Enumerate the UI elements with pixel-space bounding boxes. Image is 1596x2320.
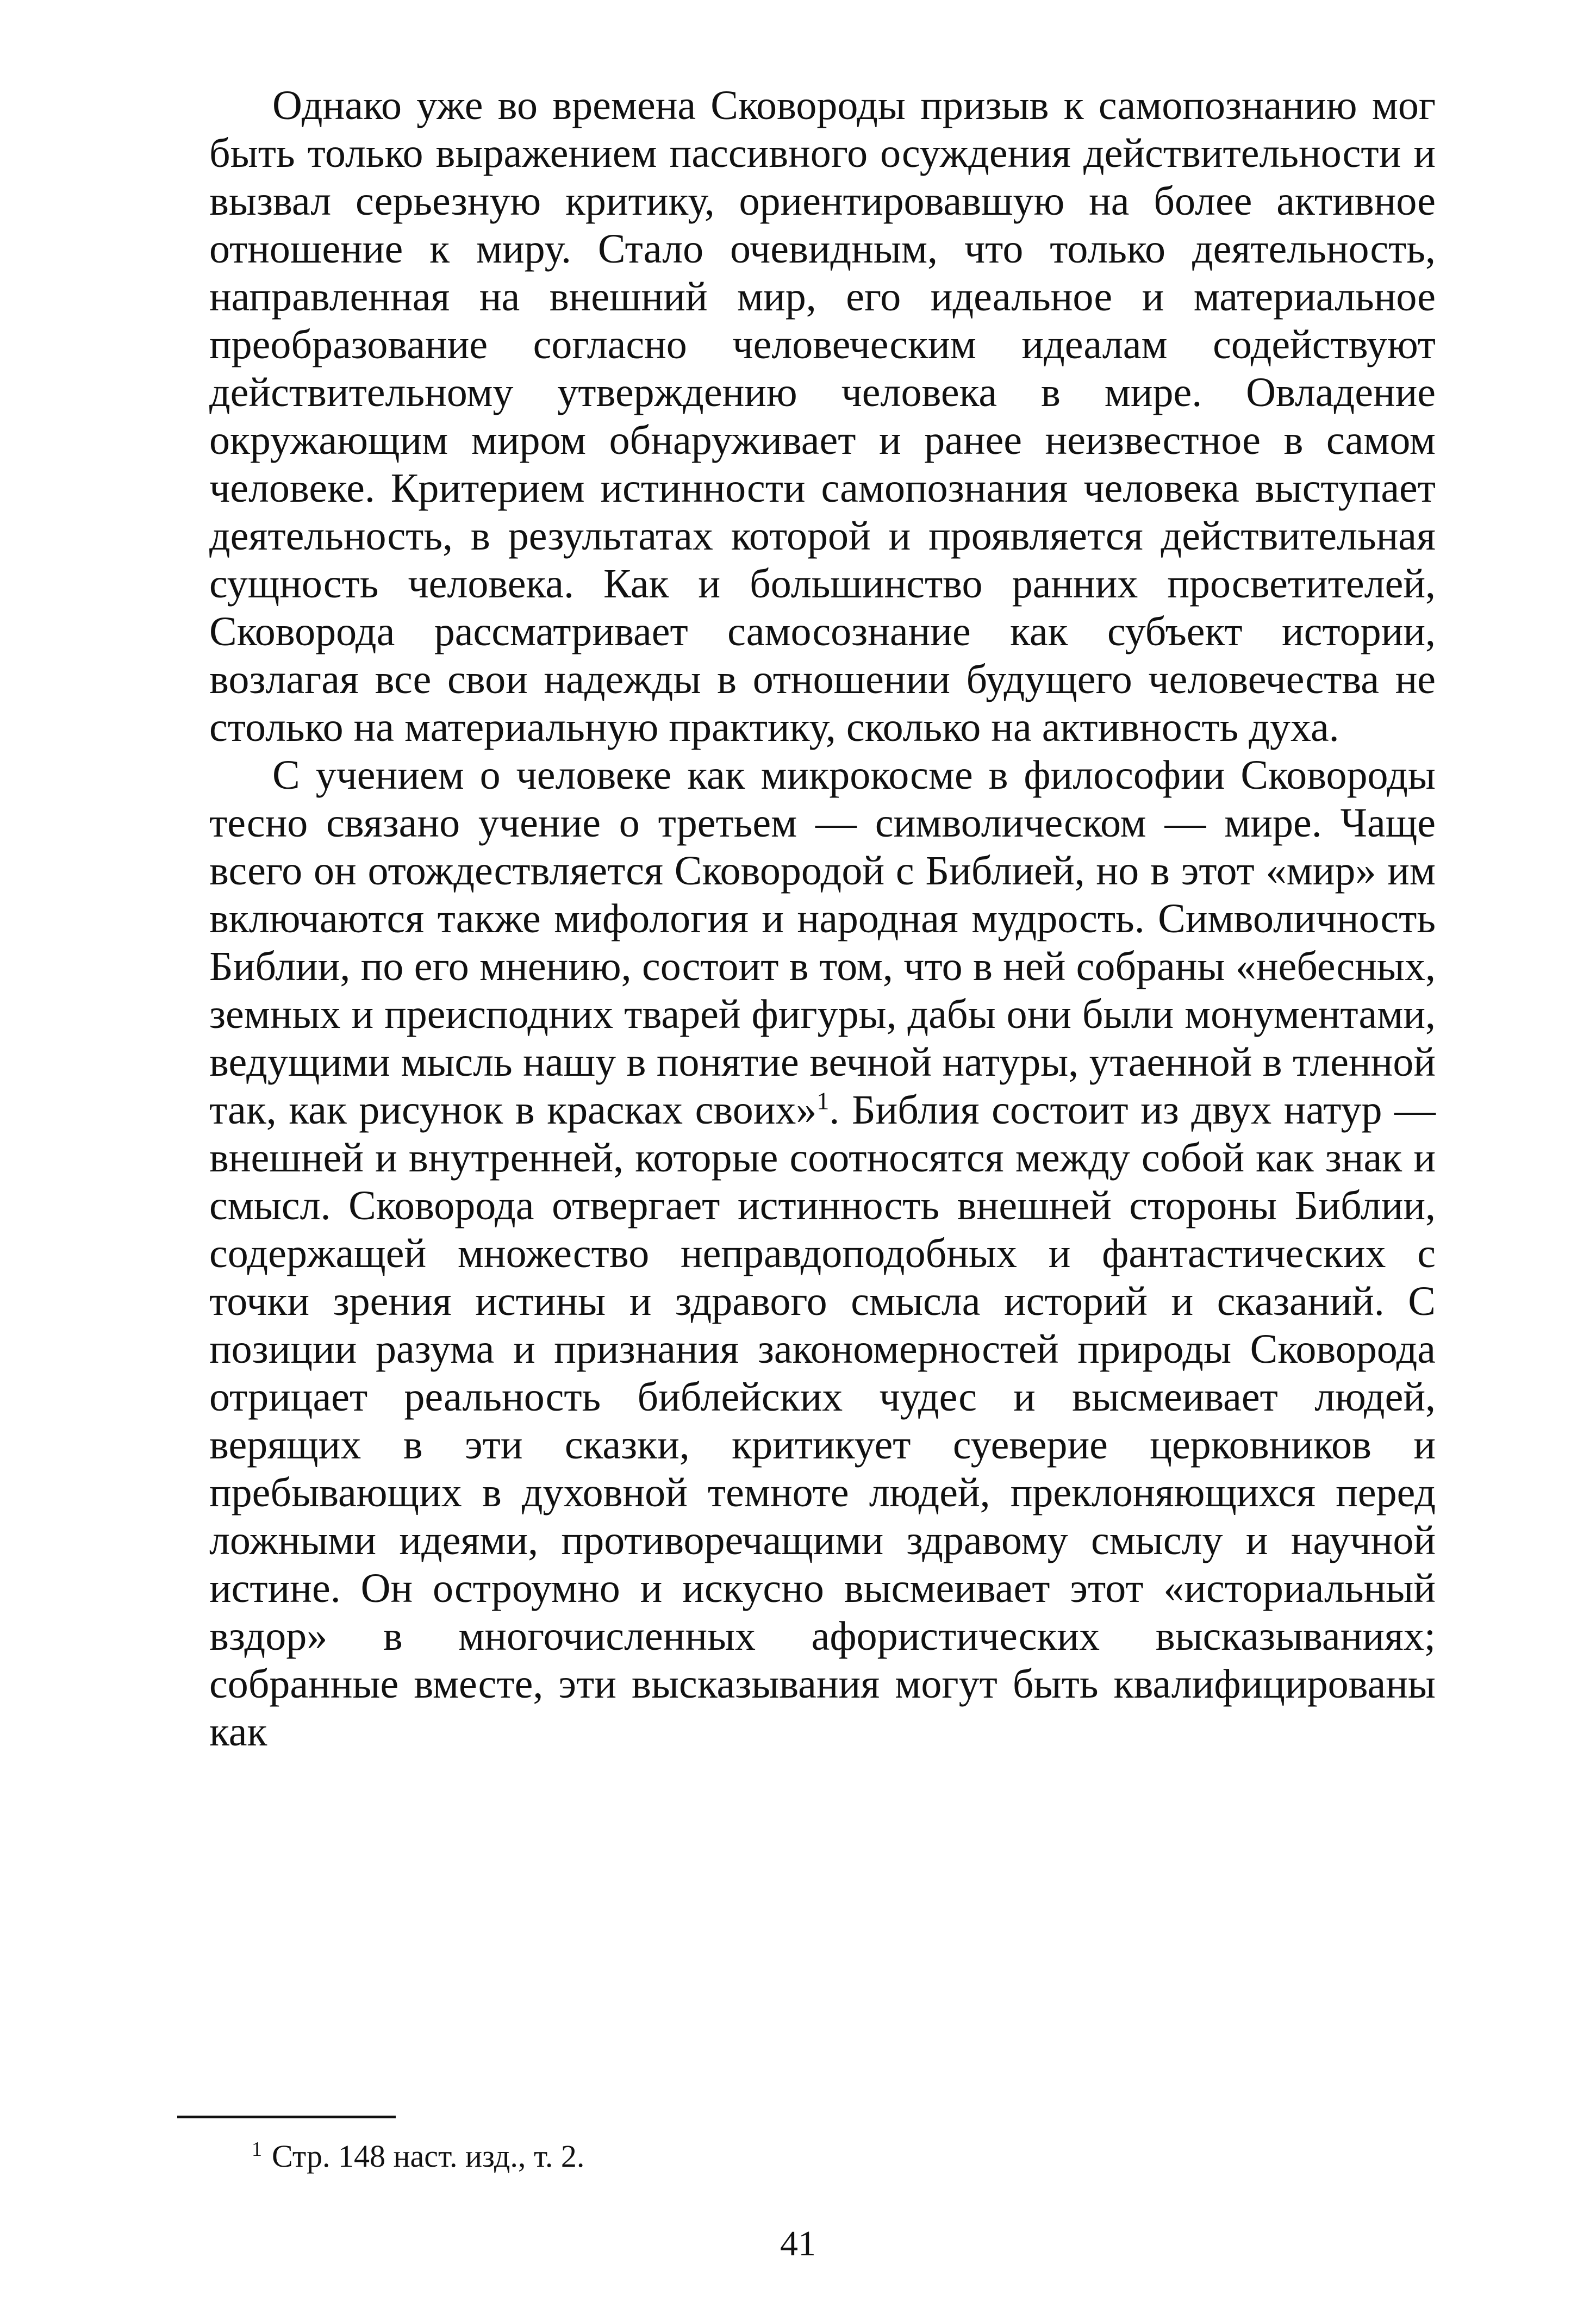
footnote-divider [177,2116,396,2118]
paragraph-2 [209,751,1436,1756]
footnote-marker: 1 [252,2137,262,2161]
paragraph-2-part-1: С учением о человеке как микрокосме в философии Сковороды тесно связано учение о третьем — символическом — мире. Чаще всего он отождествляется Сковородой с Библией, но в этот «мир» им включаются также мифология и народная мудрость. Символичность Библии, по его мнению, состоит в том, что в ней собраны «небесных, земных и преисподних тварей фигуры, дабы они были монументами, ведущими мысль нашу в понятие вечной натуры, утаенной в тленной так, как рисунок в красках своих» [209,752,1436,1133]
paragraph-1: Однако уже во времена Сковороды призыв к самопознанию мог быть только выражением пассивного осуждения действительности и вызвал серьезную критику, ориентировавшую на более активное отношение к миру. Стало очевидным, что только деятельность, направленная на внешний мир, его идеальное и материальное преобразование согласно человеческим идеалам содействуют действительному утверждению человека в мире. Овладение окружающим миром обнаруживает и ранее неизвестное в самом человеке. Критерием истинности самопознания человека выступает деятельность, в результатах которой и проявляется действительная сущность человека. Как и большинство ранних просветителей, Сковорода рассматривает самосознание как субъект истории, возлагая все свои надежды в отношении будущего человечества не столько на материальную практику, сколько на активность духа. [209,83,1436,750]
paragraph-2-part-2: . Библия состоит из двух натур — внешней и внутренней, которые соотносятся между собой как знак и смысл. Сковорода отвергает истинность внешней стороны Библии, содержащей множество неправдоподобных и фантастических с точки зрения истины и здравого смысла историй и сказаний. С позиции разума и признания закономерностей природы Сковорода отрицает реальность библейских чудес и высмеивает людей, верящих в эти сказки, критикует суеверие церковников и пребывающих в духовной темноте людей, преклоняющихся перед ложными идеями, противоречащими здравому смыслу и научной истине. Он остроумно и искусно высмеивает этот «историальный вздор» в многочисленных афористических высказываниях; собранные вместе, эти высказывания могут быть квалифицированы как [209,1087,1436,1755]
footnote-reference: 1 [816,1087,830,1115]
footnote [252,2137,584,2175]
body-text [209,82,1436,1756]
page-number: 41 [780,2224,816,2263]
footnote-text: Стр. 148 наст. изд., т. 2. [272,2138,585,2174]
